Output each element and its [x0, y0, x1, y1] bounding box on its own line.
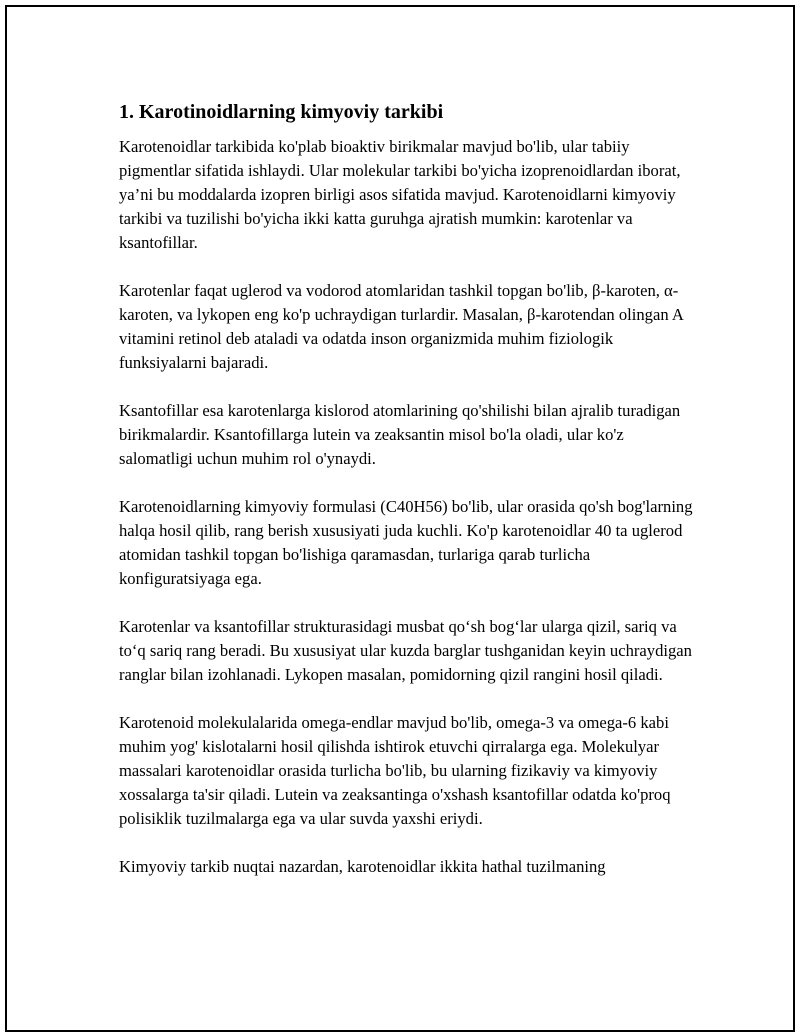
paragraph-2: Karotenlar faqat uglerod va vodorod atomlaridan tashkil topgan bo'lib, β-karoten, α-karoten, va lykopen eng ko'p uchraydigan turlardir. Masalan, β-karotendan olingan A vitamini retinol deb ataladi va odatda inson organizmida muhim fiziologik funksiyalarni bajaradi. — [119, 281, 683, 372]
paragraph-4: Karotenoidlarning kimyoviy formulasi (C40H56) bo'lib, ular orasida qo'sh bog'larning halqa hosil qilib, rang berish xususiyati juda kuchli. Ko'p karotenoidlar 40 ta uglerod atomidan tashkil topgan bo'lishiga qaramasdan, turlariga qarab turlicha konfiguratsiyaga ega. — [119, 497, 693, 588]
document-body — [119, 99, 699, 903]
paragraph-1: Karotenoidlar tarkibida ko'plab bioaktiv birikmalar mavjud bo'lib, ular tabiiy pigmentlar sifatida ishlaydi. Ular molekular tarkibi bo'yicha izoprenoidlardan iborat, ya’ni bu moddalarda izopren birligi asos sifatida mavjud. Karotenoidlarni kimyoviy tarkibi va tuzilishi bo'yicha ikki katta guruhga ajratish mumkin: karotenlar va ksantofillar. — [119, 137, 681, 252]
section-heading: 1. Karotinoidlarning kimyoviy tarkibi — [119, 101, 444, 123]
page-frame — [5, 5, 795, 1032]
paragraph-5: Karotenlar va ksantofillar strukturasidagi musbat qo‘sh bog‘lar ularga qizil, sariq va to‘q sariq rang beradi. Bu xususiyat ular kuzda barglar tushganidan keyin uchraydigan ranglar bilan izohlanadi. Lykopen masalan, pomidorning qizil rangini hosil qiladi. — [119, 617, 692, 684]
paragraph-7: Kimyoviy tarkib nuqtai nazardan, karotenoidlar ikkita hathal tuzilmaning — [119, 857, 606, 876]
paragraph-3: Ksantofillar esa karotenlarga kislorod atomlarining qo'shilishi bilan ajralib turadigan birikmalardir. Ksantofillarga lutein va zeaksantin misol bo'la oladi, ular ko'z salomatligi uchun muhim rol o'ynaydi. — [119, 401, 681, 468]
paragraph-6: Karotenoid molekulalarida omega-endlar mavjud bo'lib, omega-3 va omega-6 kabi muhim yog' kislotalarni hosil qilishda ishtirok etuvchi qirralarga ega. Molekulyar massalari karotenoidlar orasida turlicha bo'lib, bu ularning fizikaviy va kimyoviy xossalarga ta'sir qiladi. Lutein va zeaksantinga o'xshash ksantofillar odatda ko'proq polisiklik tuzilmalarga ega va ular suvda yaxshi eriydi. — [119, 713, 671, 828]
